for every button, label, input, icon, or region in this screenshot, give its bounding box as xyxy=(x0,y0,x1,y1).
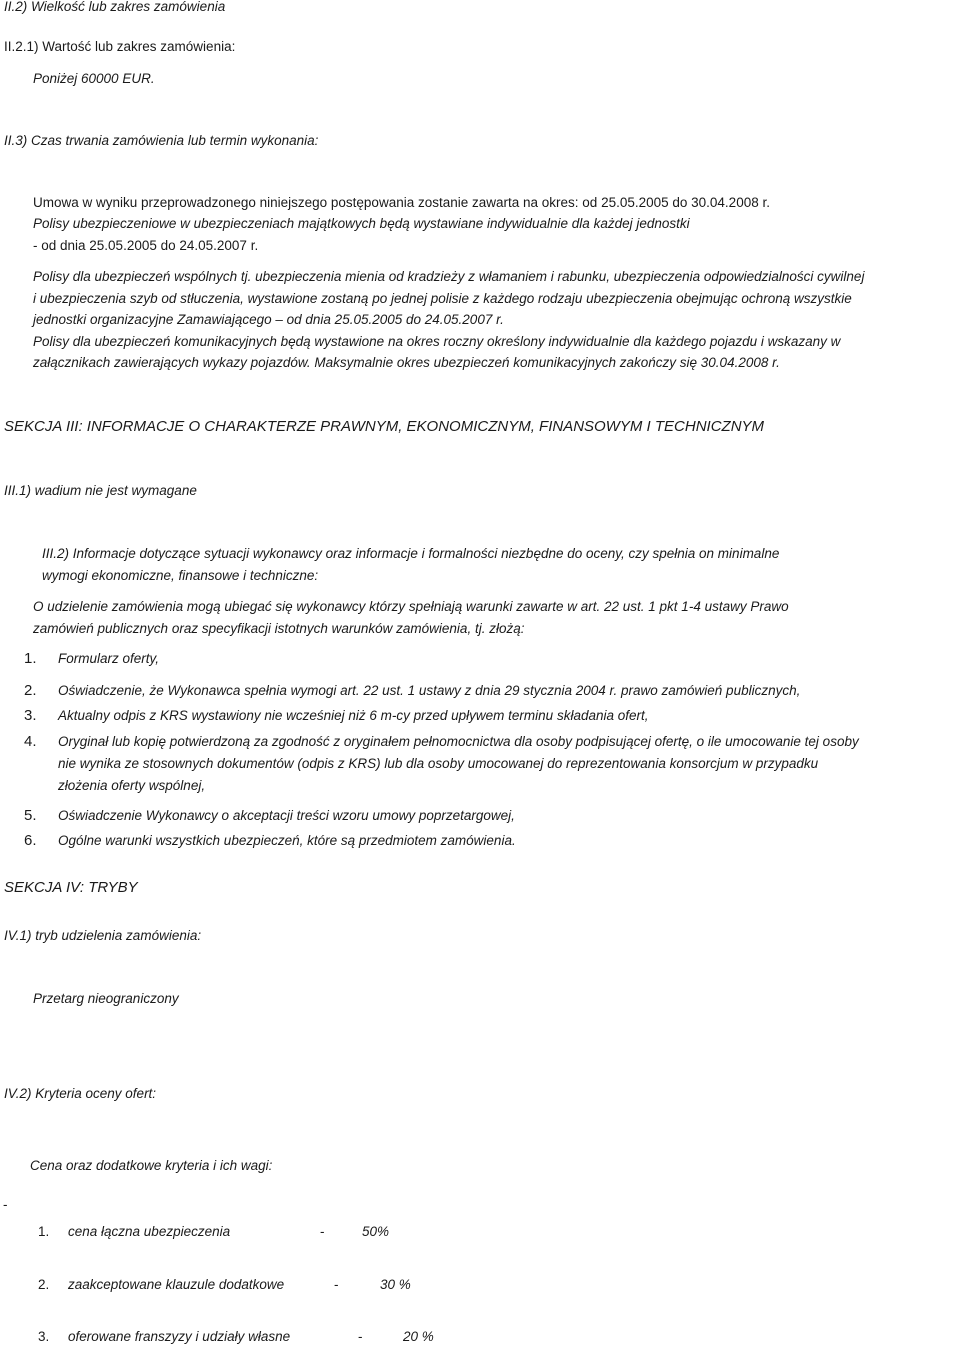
criterion-number: 1. xyxy=(38,1224,50,1239)
item-number: 1. xyxy=(24,650,37,667)
criterion-separator: - xyxy=(334,1277,339,1292)
item-number: 4. xyxy=(24,733,37,750)
info-heading-line: wymogi ekonomiczne, finansowe i techniczne: xyxy=(42,568,319,583)
joint-policy-text-line: jednostki organizacyjne Zamawiającego – od dnia 25.05.2005 do 24.05.2007 r. xyxy=(33,312,504,327)
item-number: 3. xyxy=(24,707,37,724)
requirement-item-6 xyxy=(24,832,516,850)
info-heading-line: III.2) Informacje dotyczące sytuacji wykonawcy oraz informacje i formalności niezbędne do oceny, czy spełnia on minimalne xyxy=(42,546,780,561)
criterion-row xyxy=(38,1276,49,1294)
requirement-item-5 xyxy=(24,807,515,825)
criterion-number: 3. xyxy=(38,1329,50,1344)
dash-marker: - xyxy=(3,1197,8,1212)
criteria-heading: IV.2) Kryteria oceny ofert: xyxy=(4,1086,157,1101)
motor-policy-text-line: Polisy dla ubezpieczeń komunikacyjnych będą wystawione na okres roczny określony indywidualnie dla każdego pojazdu i wskazany w xyxy=(33,334,841,349)
award-text-line: zamówień publicznych oraz specyfikacji istotnych warunków zamówienia, tj. złożą: xyxy=(33,621,525,636)
item-text: Oświadczenie Wykonawcy o akceptacji treści wzoru umowy poprzetargowej, xyxy=(58,808,515,823)
criterion-row xyxy=(38,1328,49,1346)
criterion-separator: - xyxy=(358,1329,363,1344)
contract-period-text: Umowa w wyniku przeprowadzonego niniejszego postępowania zostanie zawarta na okres: od 25.05.2005 do 30.04.2008 r. xyxy=(33,195,770,210)
criterion-row xyxy=(38,1223,49,1241)
item-text: Oryginał lub kopię potwierdzoną za zgodność z oryginałem pełnomocnictwa dla osoby podpisującej ofertę, o ile umocowanie tej osoby xyxy=(58,734,859,749)
criterion-name: zaakceptowane klauzule dodatkowe xyxy=(68,1277,285,1292)
requirement-item-4-continuation: nie wynika ze stosownych dokumentów (odpis z KRS) lub dla osoby umocowanej do reprezentowania konsorcjum w przypadku xyxy=(58,756,819,771)
requirement-item-1 xyxy=(24,650,159,668)
policy-text-line: - od dnia 25.05.2005 do 24.05.2007 r. xyxy=(33,238,259,253)
criterion-number: 2. xyxy=(38,1277,50,1292)
joint-policy-text-line: i ubezpieczenia szyb od stłuczenia, wystawione zostaną po jednej polisie z każdego rodzaju ubezpieczenia obejmując ochroną wszystkie xyxy=(33,291,852,306)
item-number: 6. xyxy=(24,832,37,849)
item-text: Ogólne warunki wszystkich ubezpieczeń, które są przedmiotem zamówienia. xyxy=(58,833,516,848)
criteria-subheading: Cena oraz dodatkowe kryteria i ich wagi: xyxy=(30,1158,273,1173)
criterion-weight: 30 % xyxy=(380,1277,411,1292)
item-number: 5. xyxy=(24,807,37,824)
item-text: Oświadczenie, że Wykonawca spełnia wymogi art. 22 ust. 1 ustawy z dnia 29 stycznia 2004 r. prawo zamówień publicznych, xyxy=(58,683,801,698)
section-title-iv: SEKCJA IV: TRYBY xyxy=(4,879,138,896)
requirement-item-4 xyxy=(24,733,859,751)
item-text: Formularz oferty, xyxy=(58,651,160,666)
section-title-iii: SEKCJA III: INFORMACJE O CHARAKTERZE PRAWNYM, EKONOMICZNYM, FINANSOWYM I TECHNICZNYM xyxy=(4,418,765,435)
criterion-separator: - xyxy=(320,1224,325,1239)
criterion-name: cena łączna ubezpieczenia xyxy=(68,1224,231,1239)
joint-policy-text-line: Polisy dla ubezpieczeń wspólnych tj. ubezpieczenia mienia od kradzieży z włamaniem i rabunku, ubezpieczenia odpowiedzialności cywilnej xyxy=(33,269,865,284)
criterion-name: oferowane franszyzy i udziały własne xyxy=(68,1329,291,1344)
mode-value: Przetarg nieograniczony xyxy=(33,991,179,1006)
policy-text-line: Polisy ubezpieczeniowe w ubezpieczeniach majątkowych będą wystawiane indywidualnie dla każdej jednostki xyxy=(33,216,690,231)
item-number: 2. xyxy=(24,682,37,699)
section-heading-ii2: II.2) Wielkość lub zakres zamówienia xyxy=(4,0,226,14)
award-text-line: O udzielenie zamówienia mogą ubiegać się wykonawcy którzy spełniają warunki zawarte w art. 22 ust. 1 pkt 1-4 ustawy Prawo xyxy=(33,599,789,614)
criterion-weight: 20 % xyxy=(403,1329,434,1344)
motor-policy-text-line: załącznikach zawierających wykazy pojazdów. Maksymalnie okres ubezpieczeń komunikacyjnych zakończy się 30.04.2008 r. xyxy=(33,355,780,370)
value-text: Poniżej 60000 EUR. xyxy=(33,71,155,86)
section-heading-ii3: II.3) Czas trwania zamówienia lub termin wykonania: xyxy=(4,133,319,148)
mode-heading: IV.1) tryb udzielenia zamówienia: xyxy=(4,928,202,943)
wadium-text: III.1) wadium nie jest wymagane xyxy=(4,483,197,498)
requirement-item-2 xyxy=(24,682,800,700)
criterion-weight: 50% xyxy=(362,1224,390,1239)
requirement-item-3 xyxy=(24,707,649,725)
item-text: Aktualny odpis z KRS wystawiony nie wcześniej niż 6 m-cy przed upływem terminu składania ofert, xyxy=(58,708,649,723)
requirement-item-4-continuation: złożenia oferty wspólnej, xyxy=(58,778,206,793)
sub-heading-ii21: II.2.1) Wartość lub zakres zamówienia: xyxy=(4,39,236,54)
